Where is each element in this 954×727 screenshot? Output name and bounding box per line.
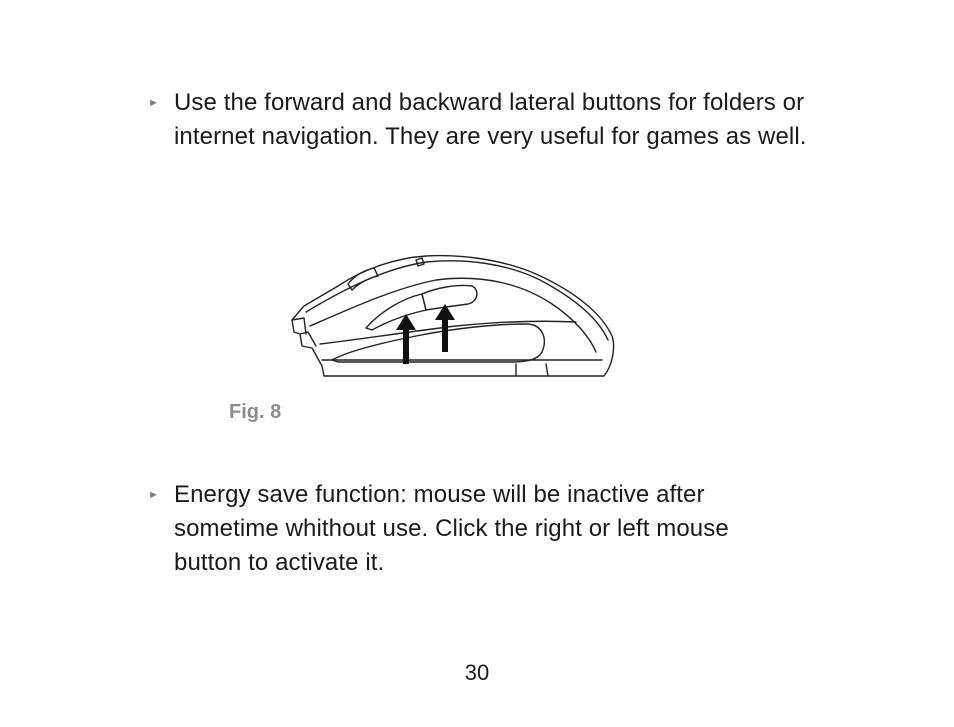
bullet-arrow-icon: ► bbox=[148, 97, 159, 109]
bullet-text-line: Use the forward and backward lateral buttons for folders or bbox=[174, 89, 805, 116]
bullet-item-lateral-buttons bbox=[148, 86, 868, 154]
bullet-text-line: Energy save function: mouse will be inactive after bbox=[174, 481, 705, 508]
mouse-icon bbox=[286, 248, 626, 388]
bullet-item-energy-save bbox=[148, 478, 868, 580]
bullet-text bbox=[174, 86, 807, 154]
bullet-arrow-icon: ► bbox=[148, 489, 159, 501]
bullet-text-line: internet navigation. They are very useful for games as well. bbox=[174, 123, 807, 150]
mouse-side-view-illustration bbox=[286, 248, 626, 388]
bullet-text-line: sometime whithout use. Click the right or left mouse bbox=[174, 515, 729, 542]
figure-caption: Fig. 8 bbox=[229, 401, 282, 423]
bullet-text-line: button to activate it. bbox=[174, 549, 385, 576]
bullet-text bbox=[174, 478, 729, 580]
page-number: 30 bbox=[464, 660, 490, 685]
